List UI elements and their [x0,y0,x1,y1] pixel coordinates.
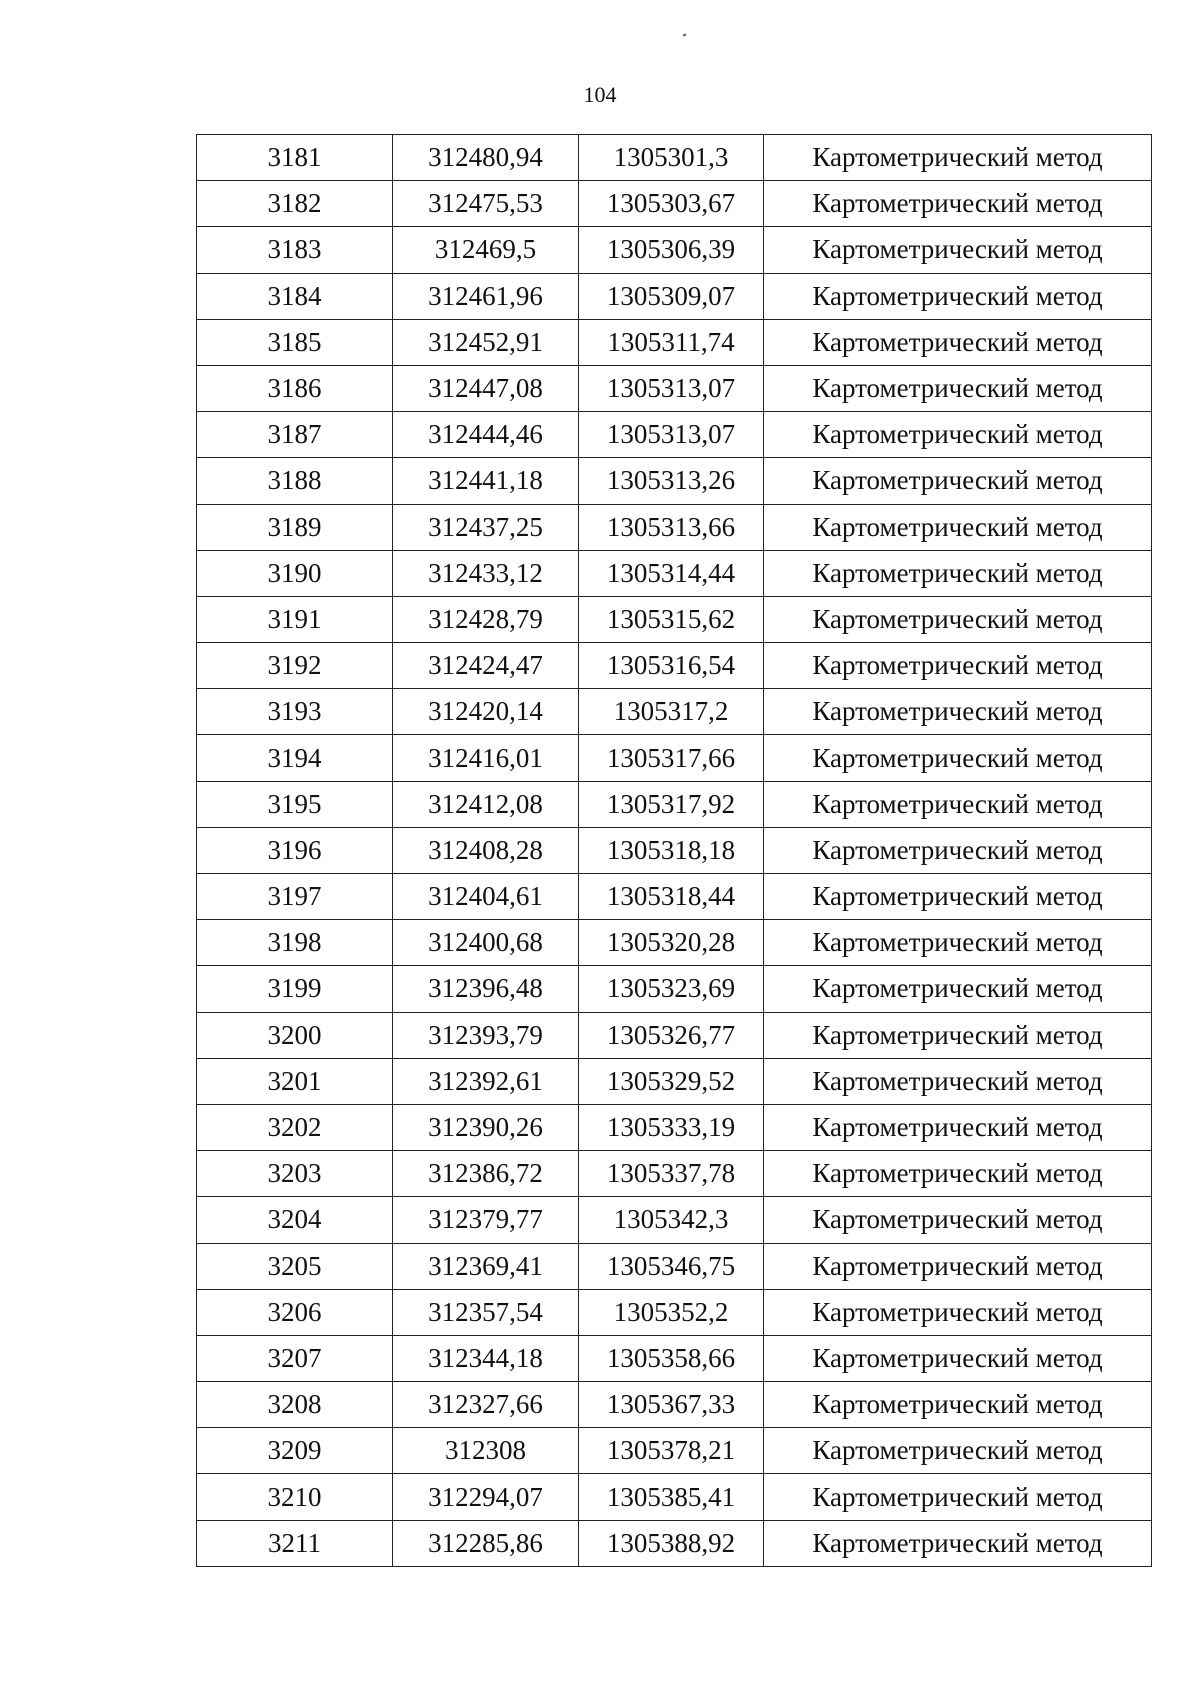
y-coordinate-cell: 1305309,07 [579,273,764,319]
method-cell: Картометрический метод [764,273,1152,319]
x-coordinate-cell: 312420,14 [393,689,579,735]
method-cell: Картометрический метод [764,1197,1152,1243]
method-cell: Картометрический метод [764,365,1152,411]
x-coordinate-cell: 312379,77 [393,1197,579,1243]
table-row [197,827,1152,873]
method-cell: Картометрический метод [764,1151,1152,1197]
x-coordinate-cell: 312469,5 [393,227,579,273]
point-number-cell: 3189 [197,504,393,550]
x-coordinate-cell: 312447,08 [393,365,579,411]
table-row [197,135,1152,181]
table-row [197,689,1152,735]
y-coordinate-cell: 1305352,2 [579,1289,764,1335]
point-number-cell: 3197 [197,874,393,920]
x-coordinate-cell: 312386,72 [393,1151,579,1197]
x-coordinate-cell: 312461,96 [393,273,579,319]
method-cell: Картометрический метод [764,550,1152,596]
point-number-cell: 3201 [197,1058,393,1104]
y-coordinate-cell: 1305315,62 [579,596,764,642]
x-coordinate-cell: 312452,91 [393,319,579,365]
y-coordinate-cell: 1305311,74 [579,319,764,365]
x-coordinate-cell: 312408,28 [393,827,579,873]
y-coordinate-cell: 1305313,26 [579,458,764,504]
table-row [197,920,1152,966]
method-cell: Картометрический метод [764,689,1152,735]
table-row [197,1197,1152,1243]
method-cell: Картометрический метод [764,181,1152,227]
point-number-cell: 3202 [197,1104,393,1150]
y-coordinate-cell: 1305323,69 [579,966,764,1012]
y-coordinate-cell: 1305326,77 [579,1012,764,1058]
point-number-cell: 3198 [197,920,393,966]
y-coordinate-cell: 1305367,33 [579,1382,764,1428]
scan-speck [683,33,687,36]
method-cell: Картометрический метод [764,412,1152,458]
y-coordinate-cell: 1305318,18 [579,827,764,873]
point-number-cell: 3207 [197,1335,393,1381]
point-number-cell: 3204 [197,1197,393,1243]
page-number: 104 [583,82,617,107]
method-cell: Картометрический метод [764,1289,1152,1335]
x-coordinate-cell: 312475,53 [393,181,579,227]
point-number-cell: 3187 [197,412,393,458]
table-row [197,596,1152,642]
y-coordinate-cell: 1305314,44 [579,550,764,596]
x-coordinate-cell: 312285,86 [393,1520,579,1566]
table-row [197,1104,1152,1150]
method-cell: Картометрический метод [764,1520,1152,1566]
y-coordinate-cell: 1305313,66 [579,504,764,550]
table-row [197,1289,1152,1335]
table-row [197,227,1152,273]
table-row [197,874,1152,920]
method-cell: Картометрический метод [764,1335,1152,1381]
y-coordinate-cell: 1305378,21 [579,1428,764,1474]
point-number-cell: 3182 [197,181,393,227]
table-row [197,643,1152,689]
x-coordinate-cell: 312416,01 [393,735,579,781]
table-row [197,550,1152,596]
method-cell: Картометрический метод [764,319,1152,365]
method-cell: Картометрический метод [764,966,1152,1012]
coordinates-table [196,134,1152,1567]
table-row [197,504,1152,550]
table-row [197,458,1152,504]
x-coordinate-cell: 312480,94 [393,135,579,181]
coordinates-table-body [197,135,1152,1567]
y-coordinate-cell: 1305333,19 [579,1104,764,1150]
table-row [197,1474,1152,1520]
y-coordinate-cell: 1305342,3 [579,1197,764,1243]
x-coordinate-cell: 312393,79 [393,1012,579,1058]
point-number-cell: 3200 [197,1012,393,1058]
point-number-cell: 3205 [197,1243,393,1289]
point-number-cell: 3206 [197,1289,393,1335]
point-number-cell: 3188 [197,458,393,504]
point-number-cell: 3185 [197,319,393,365]
point-number-cell: 3199 [197,966,393,1012]
point-number-cell: 3190 [197,550,393,596]
y-coordinate-cell: 1305317,2 [579,689,764,735]
table-row [197,1243,1152,1289]
point-number-cell: 3195 [197,781,393,827]
x-coordinate-cell: 312404,61 [393,874,579,920]
point-number-cell: 3183 [197,227,393,273]
point-number-cell: 3194 [197,735,393,781]
point-number-cell: 3203 [197,1151,393,1197]
method-cell: Картометрический метод [764,874,1152,920]
x-coordinate-cell: 312424,47 [393,643,579,689]
x-coordinate-cell: 312412,08 [393,781,579,827]
point-number-cell: 3208 [197,1382,393,1428]
method-cell: Картометрический метод [764,735,1152,781]
point-number-cell: 3186 [197,365,393,411]
y-coordinate-cell: 1305316,54 [579,643,764,689]
x-coordinate-cell: 312390,26 [393,1104,579,1150]
table-row [197,1428,1152,1474]
method-cell: Картометрический метод [764,827,1152,873]
method-cell: Картометрический метод [764,643,1152,689]
method-cell: Картометрический метод [764,1104,1152,1150]
table-row [197,1335,1152,1381]
y-coordinate-cell: 1305318,44 [579,874,764,920]
point-number-cell: 3192 [197,643,393,689]
y-coordinate-cell: 1305358,66 [579,1335,764,1381]
table-row [197,412,1152,458]
table-row [197,1151,1152,1197]
x-coordinate-cell: 312396,48 [393,966,579,1012]
table-row [197,966,1152,1012]
x-coordinate-cell: 312392,61 [393,1058,579,1104]
x-coordinate-cell: 312428,79 [393,596,579,642]
x-coordinate-cell: 312308 [393,1428,579,1474]
method-cell: Картометрический метод [764,1428,1152,1474]
y-coordinate-cell: 1305320,28 [579,920,764,966]
y-coordinate-cell: 1305337,78 [579,1151,764,1197]
y-coordinate-cell: 1305329,52 [579,1058,764,1104]
table-row [197,781,1152,827]
y-coordinate-cell: 1305313,07 [579,365,764,411]
y-coordinate-cell: 1305317,92 [579,781,764,827]
table-row [197,1382,1152,1428]
method-cell: Картометрический метод [764,458,1152,504]
y-coordinate-cell: 1305313,07 [579,412,764,458]
method-cell: Картометрический метод [764,227,1152,273]
method-cell: Картометрический метод [764,504,1152,550]
table-row [197,1058,1152,1104]
x-coordinate-cell: 312437,25 [393,504,579,550]
point-number-cell: 3181 [197,135,393,181]
table-row [197,735,1152,781]
table-row [197,319,1152,365]
x-coordinate-cell: 312357,54 [393,1289,579,1335]
x-coordinate-cell: 312400,68 [393,920,579,966]
x-coordinate-cell: 312441,18 [393,458,579,504]
point-number-cell: 3209 [197,1428,393,1474]
table-row [197,1520,1152,1566]
y-coordinate-cell: 1305306,39 [579,227,764,273]
table-row [197,1012,1152,1058]
method-cell: Картометрический метод [764,1474,1152,1520]
point-number-cell: 3193 [197,689,393,735]
y-coordinate-cell: 1305317,66 [579,735,764,781]
method-cell: Картометрический метод [764,1012,1152,1058]
table-row [197,273,1152,319]
point-number-cell: 3191 [197,596,393,642]
method-cell: Картометрический метод [764,1058,1152,1104]
y-coordinate-cell: 1305385,41 [579,1474,764,1520]
table-row [197,181,1152,227]
y-coordinate-cell: 1305388,92 [579,1520,764,1566]
x-coordinate-cell: 312327,66 [393,1382,579,1428]
x-coordinate-cell: 312344,18 [393,1335,579,1381]
x-coordinate-cell: 312433,12 [393,550,579,596]
point-number-cell: 3211 [197,1520,393,1566]
y-coordinate-cell: 1305346,75 [579,1243,764,1289]
point-number-cell: 3184 [197,273,393,319]
y-coordinate-cell: 1305303,67 [579,181,764,227]
table-row [197,365,1152,411]
y-coordinate-cell: 1305301,3 [579,135,764,181]
method-cell: Картометрический метод [764,596,1152,642]
method-cell: Картометрический метод [764,1243,1152,1289]
method-cell: Картометрический метод [764,135,1152,181]
x-coordinate-cell: 312444,46 [393,412,579,458]
method-cell: Картометрический метод [764,1382,1152,1428]
method-cell: Картометрический метод [764,781,1152,827]
method-cell: Картометрический метод [764,920,1152,966]
x-coordinate-cell: 312369,41 [393,1243,579,1289]
x-coordinate-cell: 312294,07 [393,1474,579,1520]
point-number-cell: 3210 [197,1474,393,1520]
point-number-cell: 3196 [197,827,393,873]
